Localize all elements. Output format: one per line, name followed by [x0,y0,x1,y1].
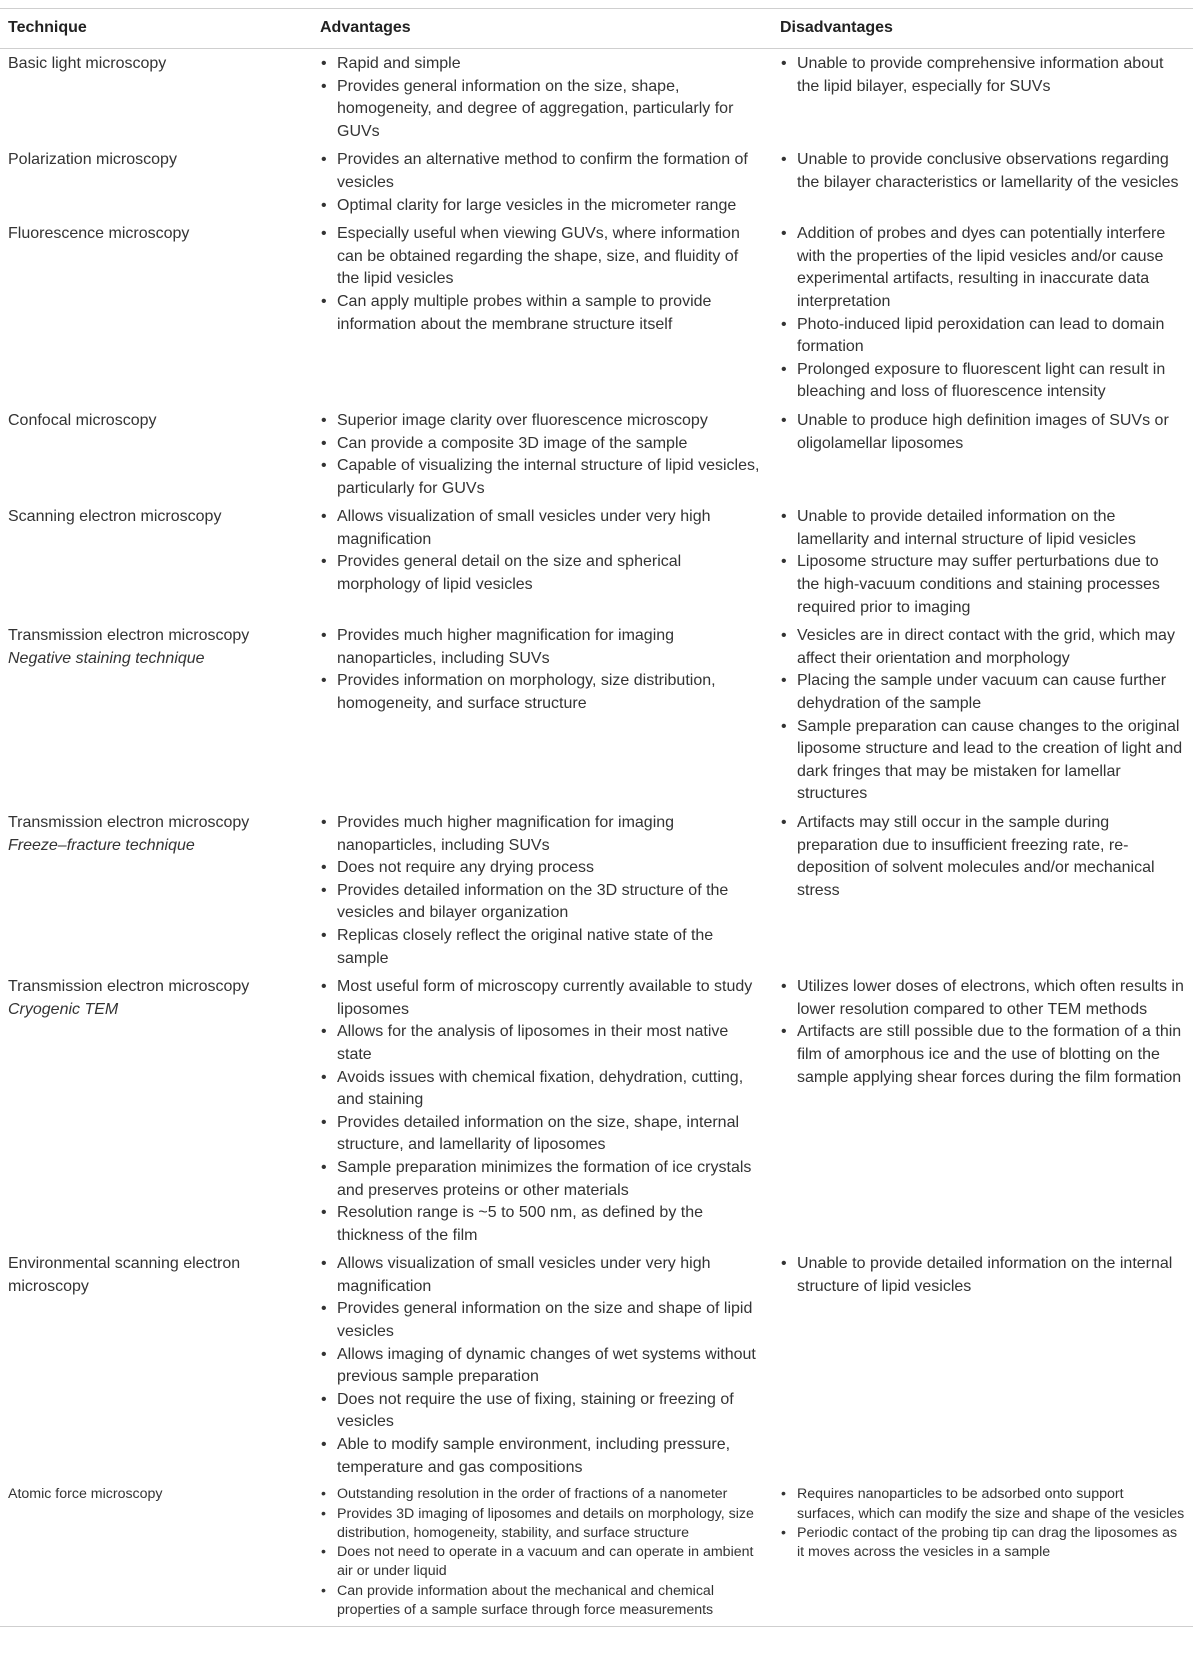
disadvantage-item: • Unable to produce high definition images of SUVs or oligolamellar liposomes [780,410,1185,455]
advantages-cell [312,219,772,406]
advantage-item: • Provides detailed information on the 3D structure of the vesicles and bilayer organization [320,880,764,925]
technique-subtype: Cryogenic TEM [8,1000,119,1018]
technique-subtype: Freeze–fracture technique [8,836,195,854]
advantage-item: • Especially useful when viewing GUVs, where information can be obtained regarding the shape, size, and fluidity of the lipid vesicles [320,223,764,291]
header-row [0,9,1193,49]
technique-name: Environmental scanning electron microscopy [8,1255,241,1295]
disadvantages-list [780,625,1185,806]
disadvantages-cell [772,406,1193,502]
advantage-item: • Capable of visualizing the internal structure of lipid vesicles, particularly for GUVs [320,455,764,500]
advantages-list [320,53,764,143]
technique-cell [0,1249,312,1481]
advantages-list [320,812,764,970]
technique-name: Transmission electron microscopy [8,627,250,645]
technique-cell [0,621,312,808]
table-row [0,972,1193,1249]
table-row [0,621,1193,808]
disadvantage-item: • Addition of probes and dyes can potentially interfere with the properties of the lipid vesicles and/or cause experimental artifacts, resulting in inaccurate data interpretation [780,223,1185,313]
disadvantages-list [780,976,1185,1089]
disadvantages-list [780,812,1185,902]
advantage-item: • Provides detailed information on the size, shape, internal structure, and lamellarity of liposomes [320,1112,764,1157]
technique-cell [0,219,312,406]
technique-cell [0,972,312,1249]
disadvantage-item: • Unable to provide detailed information on the internal structure of lipid vesicles [780,1253,1185,1298]
advantages-list [320,223,764,336]
table-row [0,49,1193,146]
advantages-list [320,506,764,596]
advantage-item: • Provides much higher magnification for imaging nanoparticles, including SUVs [320,812,764,857]
disadvantages-cell [772,145,1193,219]
advantages-list [320,410,764,500]
advantages-cell [312,808,772,972]
technique-name: Scanning electron microscopy [8,508,222,526]
advantages-cell [312,145,772,219]
table-row [0,1481,1193,1627]
technique-cell [0,1481,312,1627]
advantage-item: • Allows visualization of small vesicles under very high magnification [320,506,764,551]
header-disadvantages: Disadvantages [772,9,1193,49]
technique-name: Transmission electron microscopy [8,814,250,831]
disadvantages-list [780,53,1185,98]
advantage-item: • Outstanding resolution in the order of fractions of a nanometer [320,1485,764,1504]
advantages-list [320,149,764,217]
advantages-cell [312,1481,772,1627]
table-row [0,145,1193,219]
advantage-item: • Optimal clarity for large vesicles in the micrometer range [320,195,764,218]
disadvantages-cell [772,49,1193,146]
table-row [0,219,1193,406]
advantage-item: • Provides general information on the size, shape, homogeneity, and degree of aggregation, particularly for GUVs [320,76,764,144]
disadvantages-list [780,223,1185,404]
disadvantage-item: • Periodic contact of the probing tip can drag the liposomes as it moves across the vesicles in a sample [780,1524,1185,1563]
table-row [0,808,1193,972]
advantages-cell [312,406,772,502]
disadvantages-cell [772,219,1193,406]
technique-name: Atomic force microscopy [8,1486,163,1503]
advantages-cell [312,502,772,621]
disadvantage-item: • Unable to provide comprehensive information about the lipid bilayer, especially for SUVs [780,53,1185,98]
disadvantage-item: • Utilizes lower doses of electrons, which often results in lower resolution compared to other TEM methods [780,976,1185,1021]
technique-cell [0,502,312,621]
advantages-cell [312,1249,772,1481]
advantages-list [320,976,764,1247]
advantage-item: • Does not require the use of fixing, staining or freezing of vesicles [320,1389,764,1434]
disadvantage-item: • Sample preparation can cause changes to the original liposome structure and lead to the creation of light and dark fringes that may be mistaken for lamellar structures [780,716,1185,806]
disadvantage-item: • Artifacts are still possible due to the formation of a thin film of amorphous ice and the use of blotting on the sample applying shear forces during the film formation [780,1021,1185,1089]
disadvantages-list [780,506,1185,619]
advantage-item: • Superior image clarity over fluorescence microscopy [320,410,764,433]
advantage-item: • Does not need to operate in a vacuum and can operate in ambient air or under liquid [320,1543,764,1582]
advantage-item: • Provides 3D imaging of liposomes and details on morphology, size distribution, homogeneity, stability, and surface structure [320,1505,764,1544]
disadvantages-list [780,410,1185,455]
advantage-item: • Rapid and simple [320,53,764,76]
advantage-item: • Provides general information on the size and shape of lipid vesicles [320,1298,764,1343]
advantages-cell [312,49,772,146]
disadvantage-item: • Liposome structure may suffer perturbations due to the high-vacuum conditions and staining processes required prior to imaging [780,551,1185,619]
disadvantages-list [780,1485,1185,1562]
advantage-item: • Provides general detail on the size and spherical morphology of lipid vesicles [320,551,764,596]
advantage-item: • Can apply multiple probes within a sample to provide information about the membrane structure itself [320,291,764,336]
advantage-item: • Can provide information about the mechanical and chemical properties of a sample surface through force measurements [320,1582,764,1621]
advantage-item: • Replicas closely reflect the original native state of the sample [320,925,764,970]
advantage-item: • Able to modify sample environment, including pressure, temperature and gas compositions [320,1434,764,1479]
disadvantages-cell [772,502,1193,621]
disadvantage-item: • Requires nanoparticles to be adsorbed onto support surfaces, which can modify the size and shape of the vesicles [780,1485,1185,1524]
advantage-item: • Provides much higher magnification for imaging nanoparticles, including SUVs [320,625,764,670]
disadvantages-cell [772,808,1193,972]
disadvantages-cell [772,1481,1193,1627]
advantage-item: • Provides an alternative method to confirm the formation of vesicles [320,149,764,194]
advantage-item: • Avoids issues with chemical fixation, dehydration, cutting, and staining [320,1067,764,1112]
disadvantage-item: • Photo-induced lipid peroxidation can lead to domain formation [780,314,1185,359]
advantages-list [320,1253,764,1479]
header-technique: Technique [0,9,312,49]
technique-cell [0,145,312,219]
advantage-item: • Most useful form of microscopy currently available to study liposomes [320,976,764,1021]
table-body [0,49,1193,1627]
advantage-item: • Provides information on morphology, size distribution, homogeneity, and surface structure [320,670,764,715]
disadvantage-item: • Unable to provide conclusive observations regarding the bilayer characteristics or lamellarity of the vesicles [780,149,1185,194]
technique-cell [0,808,312,972]
disadvantage-item: • Placing the sample under vacuum can cause further dehydration of the sample [780,670,1185,715]
table-row [0,406,1193,502]
advantages-list [320,625,764,715]
technique-name: Basic light microscopy [8,55,167,72]
advantage-item: • Resolution range is ~5 to 500 nm, as defined by the thickness of the film [320,1202,764,1247]
advantages-cell [312,972,772,1249]
advantage-item: • Allows for the analysis of liposomes in their most native state [320,1021,764,1066]
disadvantages-cell [772,1249,1193,1481]
disadvantage-item: • Vesicles are in direct contact with the grid, which may affect their orientation and morphology [780,625,1185,670]
comparison-table [0,8,1193,1627]
disadvantages-list [780,1253,1185,1298]
disadvantage-item: • Artifacts may still occur in the sample during preparation due to insufficient freezing rate, re-deposition of solvent molecules and/or mechanical stress [780,812,1185,902]
advantage-item: • Allows visualization of small vesicles under very high magnification [320,1253,764,1298]
table-row [0,1249,1193,1481]
advantage-item: • Can provide a composite 3D image of the sample [320,433,764,456]
technique-name: Fluorescence microscopy [8,225,190,243]
disadvantages-list [780,149,1185,194]
technique-name: Confocal microscopy [8,411,157,429]
advantage-item: • Sample preparation minimizes the formation of ice crystals and preserves proteins or other materials [320,1157,764,1202]
header-advantages: Advantages [312,9,772,49]
advantages-list [320,1485,764,1620]
disadvantage-item: • Unable to provide detailed information on the lamellarity and internal structure of lipid vesicles [780,506,1185,551]
technique-subtype: Negative staining technique [8,649,205,667]
table-row [0,502,1193,621]
technique-name: Transmission electron microscopy [8,978,250,996]
technique-cell [0,406,312,502]
disadvantages-cell [772,972,1193,1249]
disadvantages-cell [772,621,1193,808]
advantages-cell [312,621,772,808]
disadvantage-item: • Prolonged exposure to fluorescent light can result in bleaching and loss of fluorescence intensity [780,359,1185,404]
technique-cell [0,49,312,146]
advantage-item: • Allows imaging of dynamic changes of wet systems without previous sample preparation [320,1344,764,1389]
technique-name: Polarization microscopy [8,151,177,169]
advantage-item: • Does not require any drying process [320,857,764,880]
